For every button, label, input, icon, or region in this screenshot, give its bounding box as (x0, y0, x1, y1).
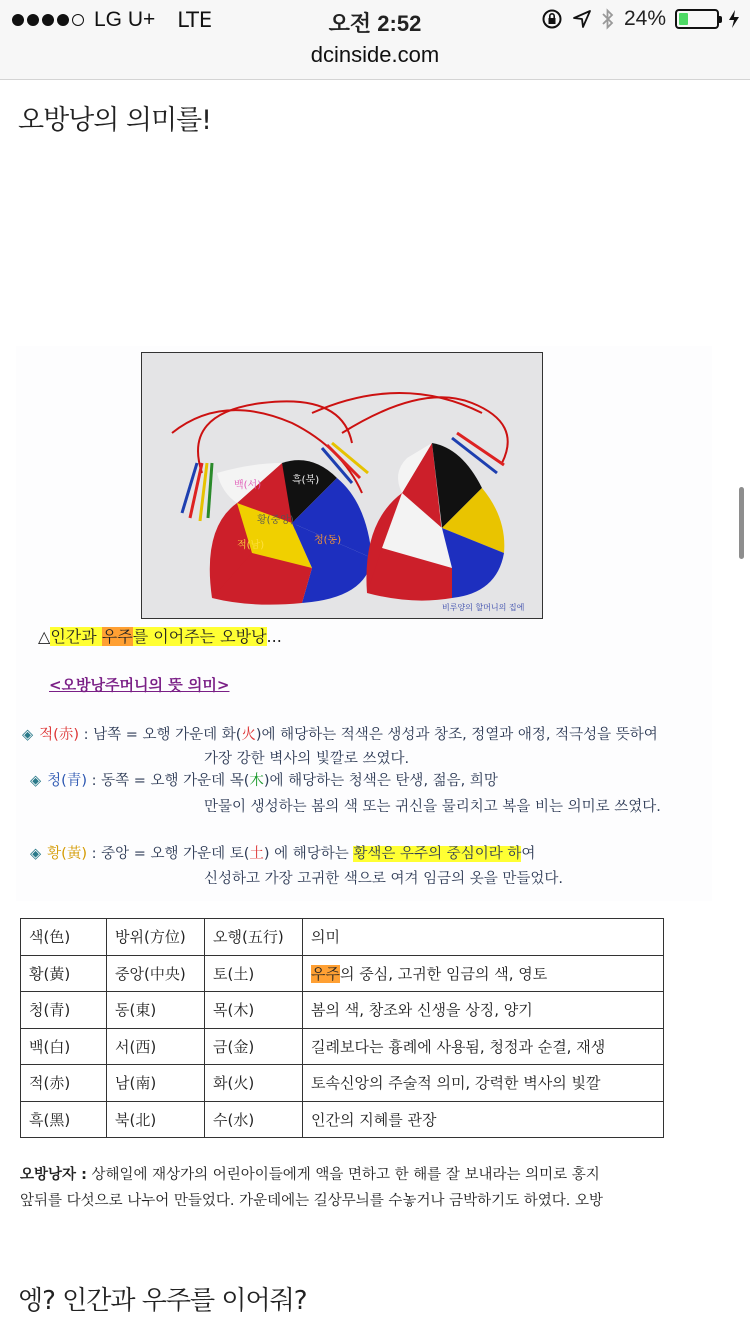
location-arrow-icon (572, 9, 592, 29)
paragraph-term: 오방낭자 : (20, 1167, 87, 1183)
carrier-name: LG U+ (94, 8, 156, 31)
status-bar (0, 0, 750, 40)
label-red: 적(남) (237, 540, 265, 551)
obangnang-pouch-illustration (142, 353, 542, 618)
meaning-line-red: ◈ 적(赤) : 남쪽 = 오행 가운데 화(火)에 해당하는 적색은 생성과 창조, 정열과 애정, 적극성을 뜻하여 (22, 727, 658, 743)
table-cell: 북(北) (107, 1101, 205, 1138)
table-cell: 토속신앙의 주술적 의미, 강력한 벽사의 빛깔 (303, 1065, 664, 1102)
table-cell: 중앙(中央) (107, 955, 205, 992)
table-cell: 남(南) (107, 1065, 205, 1102)
table-header: 색(色) (21, 919, 107, 956)
color-meaning-table (20, 918, 664, 1138)
bluetooth-icon (601, 8, 615, 30)
table-row (21, 992, 664, 1029)
table-cell: 금(金) (205, 1028, 303, 1065)
table-cell: 백(白) (21, 1028, 107, 1065)
label-white: 백(서) (234, 480, 262, 491)
table-cell: 봄의 색, 창조와 신생을 상징, 양기 (303, 992, 664, 1029)
table-cell: 인간의 지혜를 관장 (303, 1101, 664, 1138)
table-cell: 우주의 중심, 고귀한 임금의 색, 영토 (303, 955, 664, 992)
label-yellow: 황(중앙) (257, 515, 294, 526)
table-cell: 동(東) (107, 992, 205, 1029)
table-row (21, 1101, 664, 1138)
obangnangja-paragraph: 오방낭자 : 상해일에 재상가의 어린아이들에게 액을 면하고 한 해를 잘 보내라는 의미로 홍지 앞뒤를 다섯으로 나누어 만들었다. 가운데에는 길상무늬를 수놓거나 금박하기도 하였다. 오방 (20, 1167, 603, 1209)
table-row (21, 955, 664, 992)
meaning-heading: <오방낭주머니의 뜻 의미> (49, 676, 230, 694)
photo-watermark: 비루양의 할머니의 집에 (442, 603, 525, 612)
post-title: 오방낭의 의미를! (18, 105, 211, 136)
table-cell: 수(水) (205, 1101, 303, 1138)
table-header: 방위(方位) (107, 919, 205, 956)
table-row (21, 1028, 664, 1065)
table-header: 오행(五行) (205, 919, 303, 956)
meaning-line-gold-cont: 신성하고 가장 고귀한 색으로 여겨 임금의 옷을 만들었다. (204, 871, 564, 887)
network-type: LTE (177, 8, 213, 32)
table-cell: 화(火) (205, 1065, 303, 1102)
meaning-line-blue-cont: 만물이 생성하는 봄의 색 또는 귀신을 물리치고 복을 비는 의미로 쓰였다. (204, 799, 661, 815)
address-bar[interactable] (0, 40, 750, 80)
table-row (21, 1065, 664, 1102)
table-cell: 적(赤) (21, 1065, 107, 1102)
table-cell: 서(西) (107, 1028, 205, 1065)
embedded-image (16, 346, 712, 901)
table-cell: 토(土) (205, 955, 303, 992)
section-title: 엥? 인간과 우주를 이어줘? (18, 1286, 307, 1316)
table-header: 의미 (303, 919, 664, 956)
label-blue: 청(동) (314, 535, 342, 546)
battery-percent: 24% (623, 7, 666, 30)
table-cell: 청(青) (21, 992, 107, 1029)
status-icons (541, 7, 740, 31)
battery-level-fill (679, 13, 688, 25)
table-cell: 길례보다는 흉례에 사용됨, 청정과 순결, 재생 (303, 1028, 664, 1065)
battery-icon (675, 9, 719, 29)
table-header-row (21, 919, 664, 956)
table-cell: 흑(黑) (21, 1101, 107, 1138)
scrollbar[interactable] (739, 487, 744, 559)
table-cell: 목(木) (205, 992, 303, 1029)
label-black: 흑(북) (292, 475, 320, 486)
clock: 오전 2:52 (328, 11, 422, 36)
charging-bolt-icon (728, 9, 740, 29)
table-cell: 황(黃) (21, 955, 107, 992)
rotation-lock-icon (541, 8, 563, 30)
obangnang-photo (141, 352, 543, 619)
meaning-line-blue: ◈ 청(青) : 동쪽 = 오행 가운데 목(木)에 해당하는 청색은 탄생, 젊음, 희망 (30, 773, 498, 789)
url-domain: dcinside.com (310, 42, 440, 67)
meaning-line-red-cont: 가장 강한 벽사의 빛깔로 쓰였다. (204, 751, 410, 767)
photo-caption: △인간과 우주를 이어주는 오방낭... (38, 627, 282, 646)
meaning-line-gold: ◈ 황(黃) : 중앙 = 오행 가운데 토(土) 에 해당하는 황색은 우주의 중심이라 하여 (30, 846, 536, 862)
